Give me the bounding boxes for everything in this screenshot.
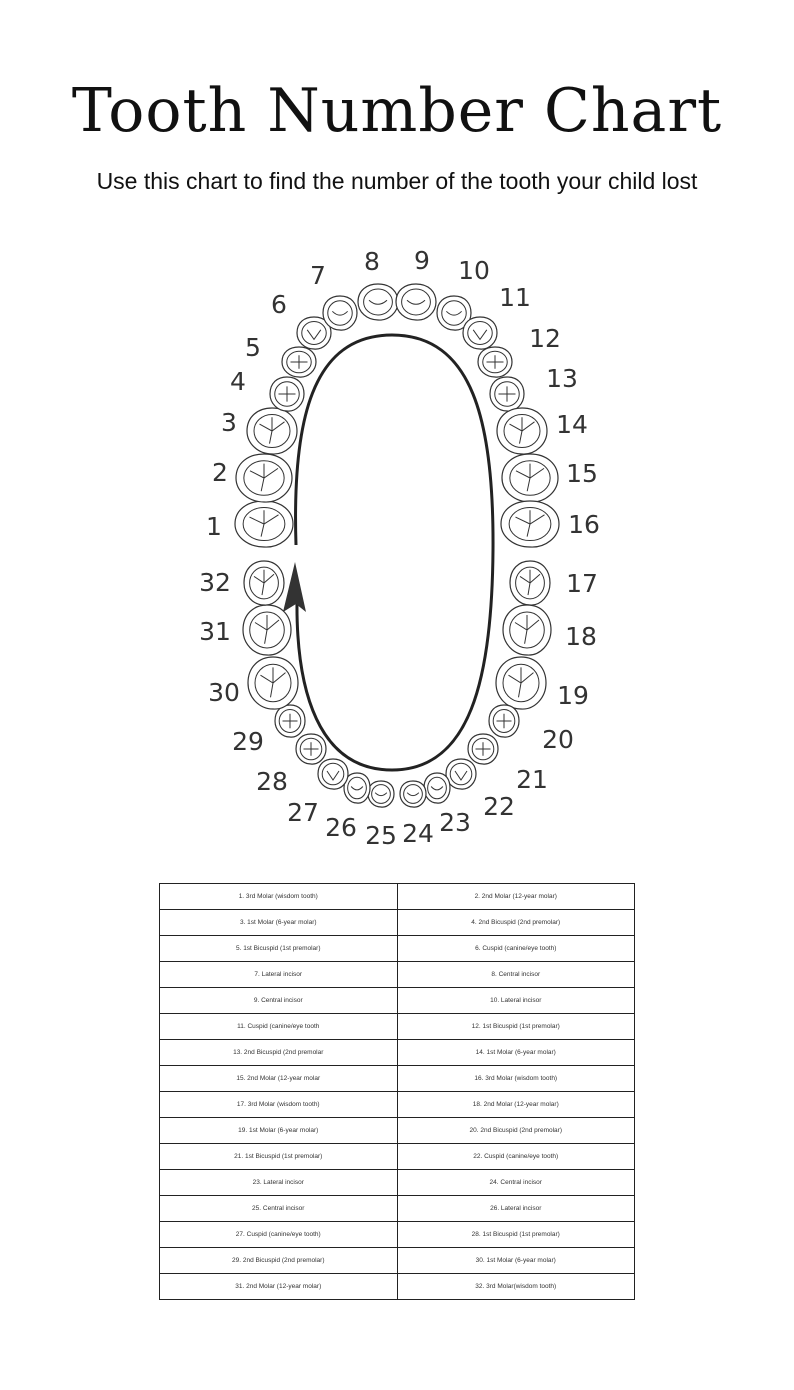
legend-cell: 20. 2nd Bicuspid (2nd premolar) — [397, 1118, 635, 1144]
tooth-18 — [503, 605, 551, 655]
tooth-number-10: 10 — [458, 256, 490, 285]
legend-row — [160, 1196, 635, 1222]
tooth-30 — [248, 657, 298, 709]
legend-cell: 6. Cuspid (canine/eye tooth) — [397, 936, 635, 962]
legend-row — [160, 936, 635, 962]
tooth-number-21: 21 — [516, 765, 548, 794]
legend-cell: 30. 1st Molar (6-year molar) — [397, 1248, 635, 1274]
tooth-11 — [463, 317, 497, 349]
legend-cell: 32. 3rd Molar(wisdom tooth) — [397, 1274, 635, 1300]
tooth-number-7: 7 — [310, 261, 326, 290]
legend-cell: 17. 3rd Molar (wisdom tooth) — [160, 1092, 398, 1118]
tooth-number-29: 29 — [232, 727, 264, 756]
legend-cell: 26. Lateral incisor — [397, 1196, 635, 1222]
tooth-27 — [318, 759, 348, 789]
tooth-number-32: 32 — [199, 568, 231, 597]
tooth-number-15: 15 — [566, 459, 598, 488]
tooth-number-19: 19 — [557, 681, 589, 710]
legend-cell: 28. 1st Bicuspid (1st premolar) — [397, 1222, 635, 1248]
tooth-number-27: 27 — [287, 798, 319, 827]
legend-cell: 25. Central incisor — [160, 1196, 398, 1222]
tooth-5 — [282, 347, 316, 377]
legend-cell: 22. Cuspid (canine/eye tooth) — [397, 1144, 635, 1170]
tooth-14 — [497, 408, 547, 454]
tooth-number-1: 1 — [206, 512, 222, 541]
legend-row — [160, 884, 635, 910]
legend-cell: 31. 2nd Molar (12-year molar) — [160, 1274, 398, 1300]
tooth-32 — [244, 561, 284, 605]
legend-cell: 15. 2nd Molar (12-year molar — [160, 1066, 398, 1092]
tooth-1 — [235, 501, 293, 547]
tooth-number-3: 3 — [221, 408, 237, 437]
legend-cell: 13. 2nd Bicuspid (2nd premolar — [160, 1040, 398, 1066]
legend-row — [160, 1014, 635, 1040]
legend-row — [160, 1092, 635, 1118]
tooth-9 — [396, 284, 436, 320]
tooth-number-26: 26 — [325, 813, 357, 842]
tooth-3 — [247, 408, 297, 454]
legend-cell: 23. Lateral incisor — [160, 1170, 398, 1196]
legend-row — [160, 910, 635, 936]
legend-row — [160, 1040, 635, 1066]
legend-cell: 8. Central incisor — [397, 962, 635, 988]
tooth-number-5: 5 — [245, 333, 261, 362]
page-subtitle: Use this chart to find the number of the tooth your child lost — [96, 168, 698, 194]
tooth-8 — [358, 284, 398, 320]
tooth-number-9: 9 — [414, 246, 430, 275]
legend-cell: 7. Lateral incisor — [160, 962, 398, 988]
tooth-28 — [296, 734, 326, 764]
legend-cell: 27. Cuspid (canine/eye tooth) — [160, 1222, 398, 1248]
tooth-17 — [510, 561, 550, 605]
tooth-number-30: 30 — [208, 678, 240, 707]
legend-cell: 18. 2nd Molar (12-year molar) — [397, 1092, 635, 1118]
legend-row — [160, 988, 635, 1014]
arch-arrow-line — [296, 335, 494, 770]
tooth-legend-table — [159, 883, 635, 1300]
legend-row — [160, 1248, 635, 1274]
tooth-number-20: 20 — [542, 725, 574, 754]
tooth-number-14: 14 — [556, 410, 588, 439]
tooth-number-11: 11 — [499, 283, 531, 312]
tooth-number-4: 4 — [230, 367, 246, 396]
legend-cell: 21. 1st Bicuspid (1st premolar) — [160, 1144, 398, 1170]
tooth-number-28: 28 — [256, 767, 288, 796]
legend-cell: 12. 1st Bicuspid (1st premolar) — [397, 1014, 635, 1040]
tooth-number-25: 25 — [365, 821, 397, 850]
tooth-number-18: 18 — [565, 622, 597, 651]
legend-row — [160, 962, 635, 988]
legend-cell: 16. 3rd Molar (wisdom tooth) — [397, 1066, 635, 1092]
tooth-4 — [270, 377, 304, 411]
tooth-25 — [368, 781, 394, 807]
tooth-number-17: 17 — [566, 569, 598, 598]
legend-cell: 3. 1st Molar (6-year molar) — [160, 910, 398, 936]
tooth-number-12: 12 — [529, 324, 561, 353]
tooth-number-13: 13 — [546, 364, 578, 393]
tooth-24 — [400, 781, 426, 807]
legend-cell: 24. Central incisor — [397, 1170, 635, 1196]
legend-cell: 9. Central incisor — [160, 988, 398, 1014]
tooth-number-31: 31 — [199, 617, 231, 646]
tooth-31 — [243, 605, 291, 655]
arch-arrowhead — [283, 562, 306, 612]
tooth-number-2: 2 — [212, 458, 228, 487]
legend-row — [160, 1066, 635, 1092]
legend-row — [160, 1274, 635, 1300]
tooth-number-22: 22 — [483, 792, 515, 821]
legend-cell: 19. 1st Molar (6-year molar) — [160, 1118, 398, 1144]
tooth-21 — [468, 734, 498, 764]
tooth-20 — [489, 705, 519, 737]
tooth-7 — [323, 296, 357, 330]
tooth-19 — [496, 657, 546, 709]
tooth-29 — [275, 705, 305, 737]
legend-cell: 4. 2nd Bicuspid (2nd premolar) — [397, 910, 635, 936]
legend-cell: 14. 1st Molar (6-year molar) — [397, 1040, 635, 1066]
tooth-23 — [424, 773, 450, 803]
tooth-number-8: 8 — [364, 247, 380, 276]
legend-cell: 5. 1st Bicuspid (1st premolar) — [160, 936, 398, 962]
tooth-2 — [236, 454, 292, 502]
tooth-13 — [490, 377, 524, 411]
tooth-16 — [501, 501, 559, 547]
tooth-22 — [446, 759, 476, 789]
legend-row — [160, 1144, 635, 1170]
legend-row — [160, 1222, 635, 1248]
legend-cell: 2. 2nd Molar (12-year molar) — [397, 884, 635, 910]
legend-cell: 11. Cuspid (canine/eye tooth — [160, 1014, 398, 1040]
teeth-group — [235, 284, 559, 807]
tooth-number-6: 6 — [271, 290, 287, 319]
page-title: Tooth Number Chart — [71, 76, 723, 146]
legend-row — [160, 1170, 635, 1196]
tooth-number-16: 16 — [568, 510, 600, 539]
legend-cell: 10. Lateral incisor — [397, 988, 635, 1014]
legend-cell: 29. 2nd Bicuspid (2nd premolar) — [160, 1248, 398, 1274]
legend-row — [160, 1118, 635, 1144]
tooth-number-23: 23 — [439, 808, 471, 837]
legend-cell: 1. 3rd Molar (wisdom tooth) — [160, 884, 398, 910]
tooth-12 — [478, 347, 512, 377]
tooth-15 — [502, 454, 558, 502]
tooth-number-24: 24 — [402, 819, 434, 848]
